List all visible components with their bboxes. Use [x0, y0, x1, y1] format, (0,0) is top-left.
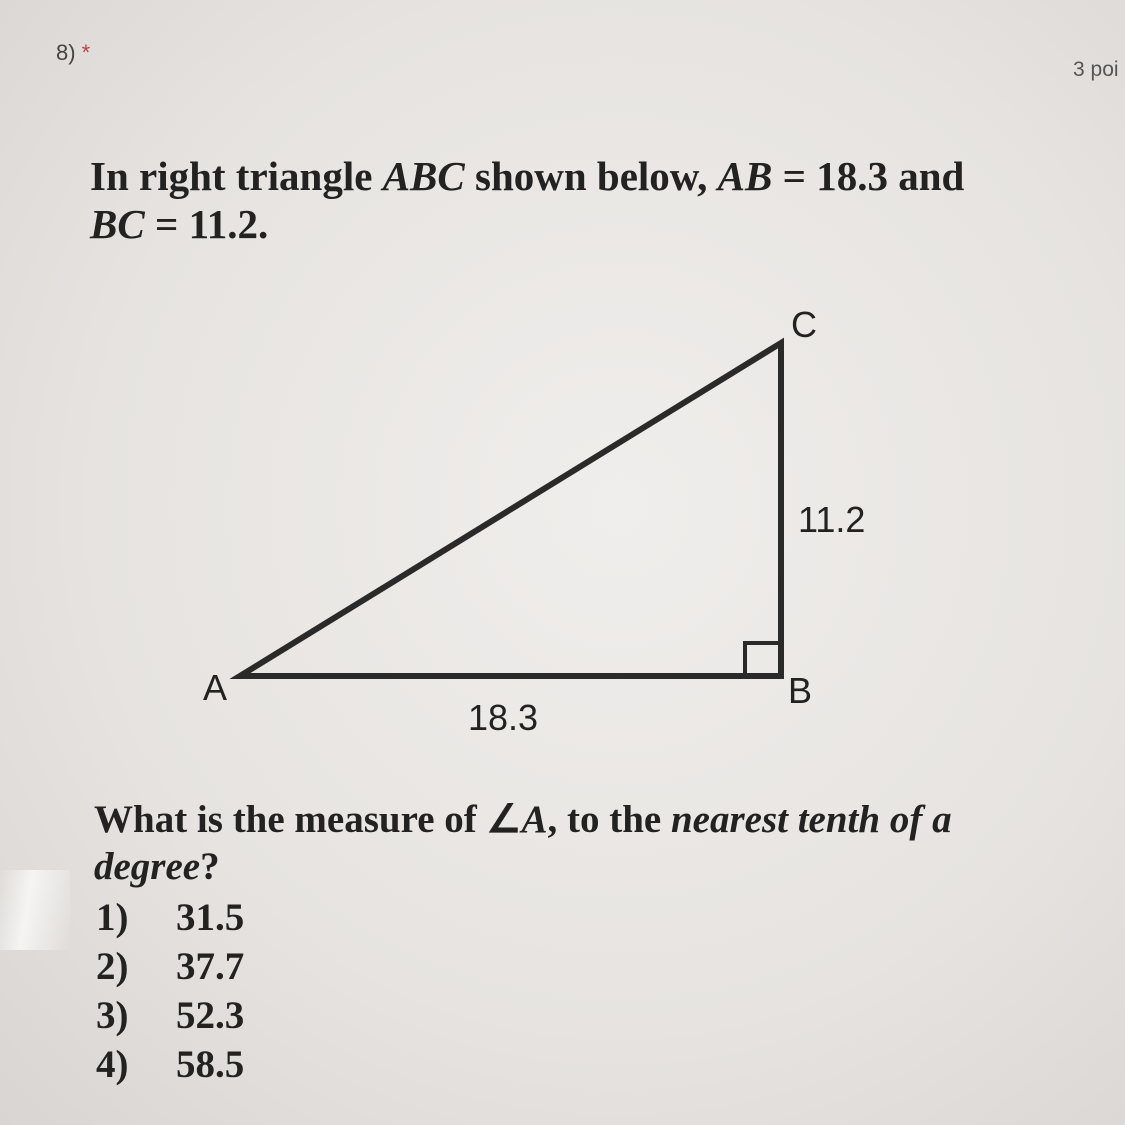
required-mark: * — [81, 40, 91, 65]
question-emphasis: nearest tenth of a degree — [94, 798, 952, 888]
right-angle-marker — [745, 643, 781, 676]
choice-3[interactable] — [96, 991, 244, 1040]
triangle-abc — [240, 343, 781, 676]
question-text-3: ? — [200, 845, 220, 888]
choice-1[interactable] — [96, 893, 244, 942]
choice-4[interactable] — [96, 1040, 244, 1089]
choice-number: 3) — [96, 994, 129, 1037]
stem-text-1: In right triangle — [90, 153, 383, 199]
question-prompt — [94, 796, 974, 890]
choice-number: 4) — [96, 1043, 129, 1086]
answer-choices — [96, 893, 244, 1089]
choice-number: 1) — [96, 896, 129, 939]
side-ab-label: 18.3 — [468, 697, 539, 738]
choice-value: 31.5 — [176, 896, 245, 939]
question-number-label: 8) — [56, 40, 76, 65]
choice-value: 37.7 — [176, 945, 245, 988]
stem-bc-eq: = 11.2. — [144, 201, 269, 247]
screen-glare — [0, 870, 70, 950]
points-label: 3 poi — [1073, 58, 1119, 81]
vertex-c-label: C — [791, 304, 817, 345]
vertex-a-label: A — [203, 667, 228, 708]
question-text-1: What is the measure of ∠ — [94, 798, 522, 841]
choice-value: 58.5 — [176, 1043, 245, 1086]
stem-bc-var: BC — [90, 201, 145, 247]
choice-2[interactable] — [96, 942, 244, 991]
stem-text-2: shown below, — [464, 153, 718, 199]
stem-ab-var: AB — [717, 153, 773, 199]
choice-number: 2) — [96, 945, 129, 988]
question-text-2: , to the — [547, 798, 671, 841]
stem-triangle-name: ABC — [382, 153, 465, 199]
question-angle-var: A — [521, 798, 548, 841]
choice-value: 52.3 — [176, 994, 245, 1037]
vertex-b-label: B — [788, 670, 813, 711]
stem-ab-eq: = 18.3 and — [772, 153, 965, 199]
side-bc-label: 11.2 — [798, 499, 866, 540]
